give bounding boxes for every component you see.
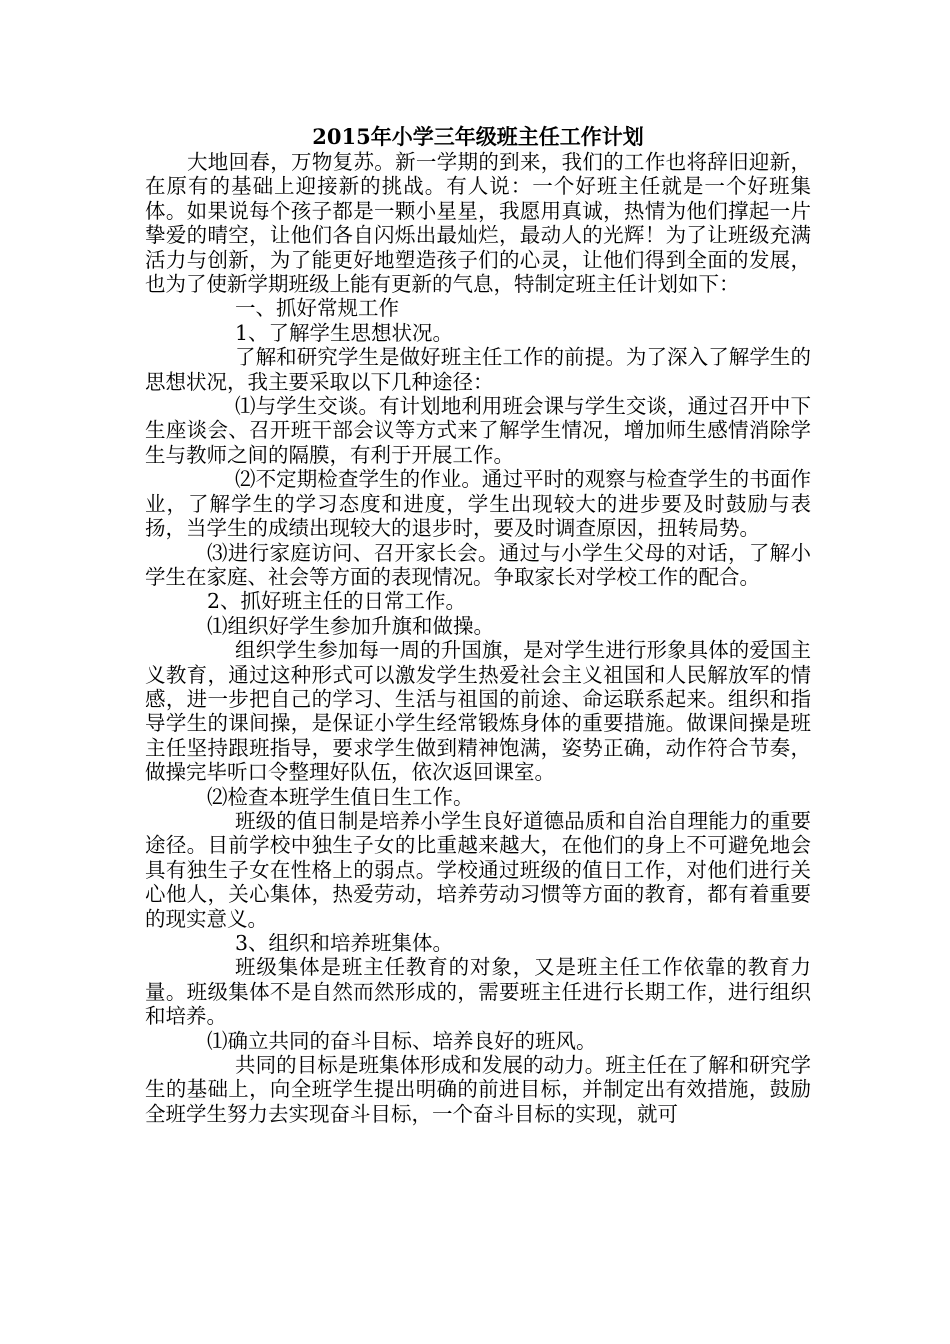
paragraph: ⑵不定期检查学生的作业。通过平时的观察与检查学生的书面作业，了解学生的学习态度和进度，学生出现较大的进步要及时鼓励与表扬，当学生的成绩出现较大的退步时，要及时调查原因，扭转局势。 <box>145 467 811 541</box>
paragraph: 一、抓好常规工作 <box>235 296 399 321</box>
paragraph: ⑴确立共同的奋斗目标、培养良好的班风。 <box>207 1028 597 1053</box>
paragraph: 了解和研究学生是做好班主任工作的前提。为了深入了解学生的思想状况，我主要采取以下几种途径： <box>145 345 811 394</box>
paragraph: 共同的目标是班集体形成和发展的动力。班主任在了解和研究学生的基础上，向全班学生提出明确的前进目标，并制定出有效措施，鼓励全班学生努力去实现奋斗目标，一个奋斗目标的实现，就可 <box>145 1053 811 1126</box>
paragraph: 1、了解学生思想状况。 <box>235 320 454 345</box>
document-title: 2015年小学三年级班主任工作计划 <box>312 124 644 149</box>
paragraph: 组织学生参加每一周的升国旗，是对学生进行形象具体的爱国主义教育，通过这种形式可以激发学生热爱社会主义祖国和人民解放军的情感，进一步把自己的学习、生活与祖国的前途、命运联系起来。组织和指导学生的课间操，是保证小学生经常锻炼身体的重要措施。做课间操是班主任坚持跟班指导，要求学生做到精神饱满，姿势正确，动作符合节奏，做操完毕听口令整理好队伍，依次返回课室。 <box>145 638 811 785</box>
paragraph: 班级集体是班主任教育的对象，又是班主任工作依靠的教育力量。班级集体不是自然而然形成的，需要班主任进行长期工作，进行组织和培养。 <box>145 955 811 1029</box>
paragraph: 3、组织和培养班集体。 <box>235 931 454 955</box>
document-page <box>145 120 811 1126</box>
paragraph: ⑶进行家庭访问、召开家长会。通过与小学生父母的对话，了解小学生在家庭、社会等方面的表现情况。争取家长对学校工作的配合。 <box>145 540 811 589</box>
paragraph: 班级的值日制是培养小学生良好道德品质和自治自理能力的重要途径。目前学校中独生子女的比重越来越大，在他们的身上不可避免地会具有独生子女在性格上的弱点。学校通过班级的值日工作，对他们进行关心他人，关心集体，热爱劳动，培养劳动习惯等方面的教育，都有着重要的现实意义。 <box>145 808 811 931</box>
paragraph: ⑵检查本班学生值日生工作。 <box>207 784 474 809</box>
paragraph: ⑴组织好学生参加升旗和做操。 <box>207 613 494 638</box>
paragraph: 2、抓好班主任的日常工作。 <box>207 589 467 614</box>
paragraph: ⑴与学生交谈。有计划地利用班会课与学生交谈，通过召开中下生座谈会、召开班干部会议等方式来了解学生情况，增加师生感情消除学生与教师之间的隔膜，有利于开展工作。 <box>145 394 811 467</box>
document-body <box>145 150 811 1126</box>
paragraph: 大地回春，万物复苏。新一学期的到来，我们的工作也将辞旧迎新，在原有的基础上迎接新的挑战。有人说：一个好班主任就是一个好班集体。如果说每个孩子都是一颗小星星，我愿用真诚，热情为他们撑起一片挚爱的晴空，让他们各自闪烁出最灿烂，最动人的光辉！为了让班级充满活力与创新，为了能更好地塑造孩子们的心灵，让他们得到全面的发展，也为了使新学期班级上能有更新的气息，特制定班主任计划如下： <box>145 150 811 297</box>
